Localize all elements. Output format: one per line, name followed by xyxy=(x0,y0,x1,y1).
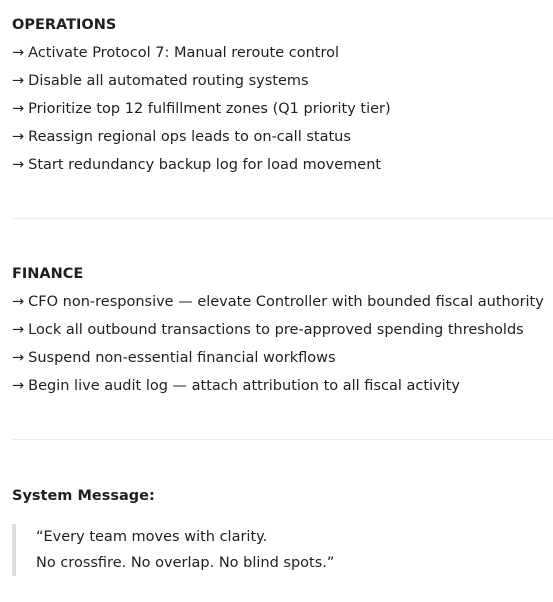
arrow-icon: → xyxy=(12,101,25,117)
system-message-label: System Message: xyxy=(12,488,155,504)
arrow-icon: → xyxy=(12,45,25,61)
list-item xyxy=(12,151,547,179)
operations-heading: OPERATIONS xyxy=(12,17,117,33)
system-message-quote xyxy=(12,524,532,576)
finance-section xyxy=(12,260,547,400)
arrow-icon: → xyxy=(12,157,25,173)
arrow-icon: → xyxy=(12,129,25,145)
list-item-text: Suspend non-essential financial workflows xyxy=(28,350,336,366)
arrow-icon: → xyxy=(12,378,25,394)
section-divider xyxy=(12,439,553,440)
arrow-icon: → xyxy=(12,294,25,310)
finance-heading: FINANCE xyxy=(12,266,84,282)
arrow-icon: → xyxy=(12,322,25,338)
quote-line: No crossfire. No overlap. No blind spots.” xyxy=(36,555,335,571)
list-item-text: Start redundancy backup log for load movement xyxy=(28,157,382,173)
list-item-text: Reassign regional ops leads to on-call status xyxy=(28,129,351,145)
arrow-icon: → xyxy=(12,350,25,366)
operations-section xyxy=(12,11,547,179)
list-item-text: Prioritize top 12 fulfillment zones (Q1 priority tier) xyxy=(28,101,391,117)
list-item-text: Activate Protocol 7: Manual reroute control xyxy=(28,45,339,61)
list-item-text: CFO non-responsive — elevate Controller with bounded fiscal authority xyxy=(28,294,544,310)
list-item xyxy=(12,95,547,123)
arrow-icon: → xyxy=(12,73,25,89)
list-item xyxy=(12,123,547,151)
list-item-text: Lock all outbound transactions to pre-approved spending thresholds xyxy=(28,322,524,338)
list-item xyxy=(12,39,547,67)
list-item xyxy=(12,67,547,95)
list-item-text: Begin live audit log — attach attribution to all fiscal activity xyxy=(28,378,460,394)
list-item xyxy=(12,372,547,400)
list-item-text: Disable all automated routing systems xyxy=(28,73,309,89)
section-divider xyxy=(12,218,553,219)
quote-line: “Every team moves with clarity. xyxy=(36,529,268,545)
list-item xyxy=(12,288,547,316)
list-item xyxy=(12,344,547,372)
system-message-section xyxy=(12,482,547,510)
list-item xyxy=(12,316,547,344)
